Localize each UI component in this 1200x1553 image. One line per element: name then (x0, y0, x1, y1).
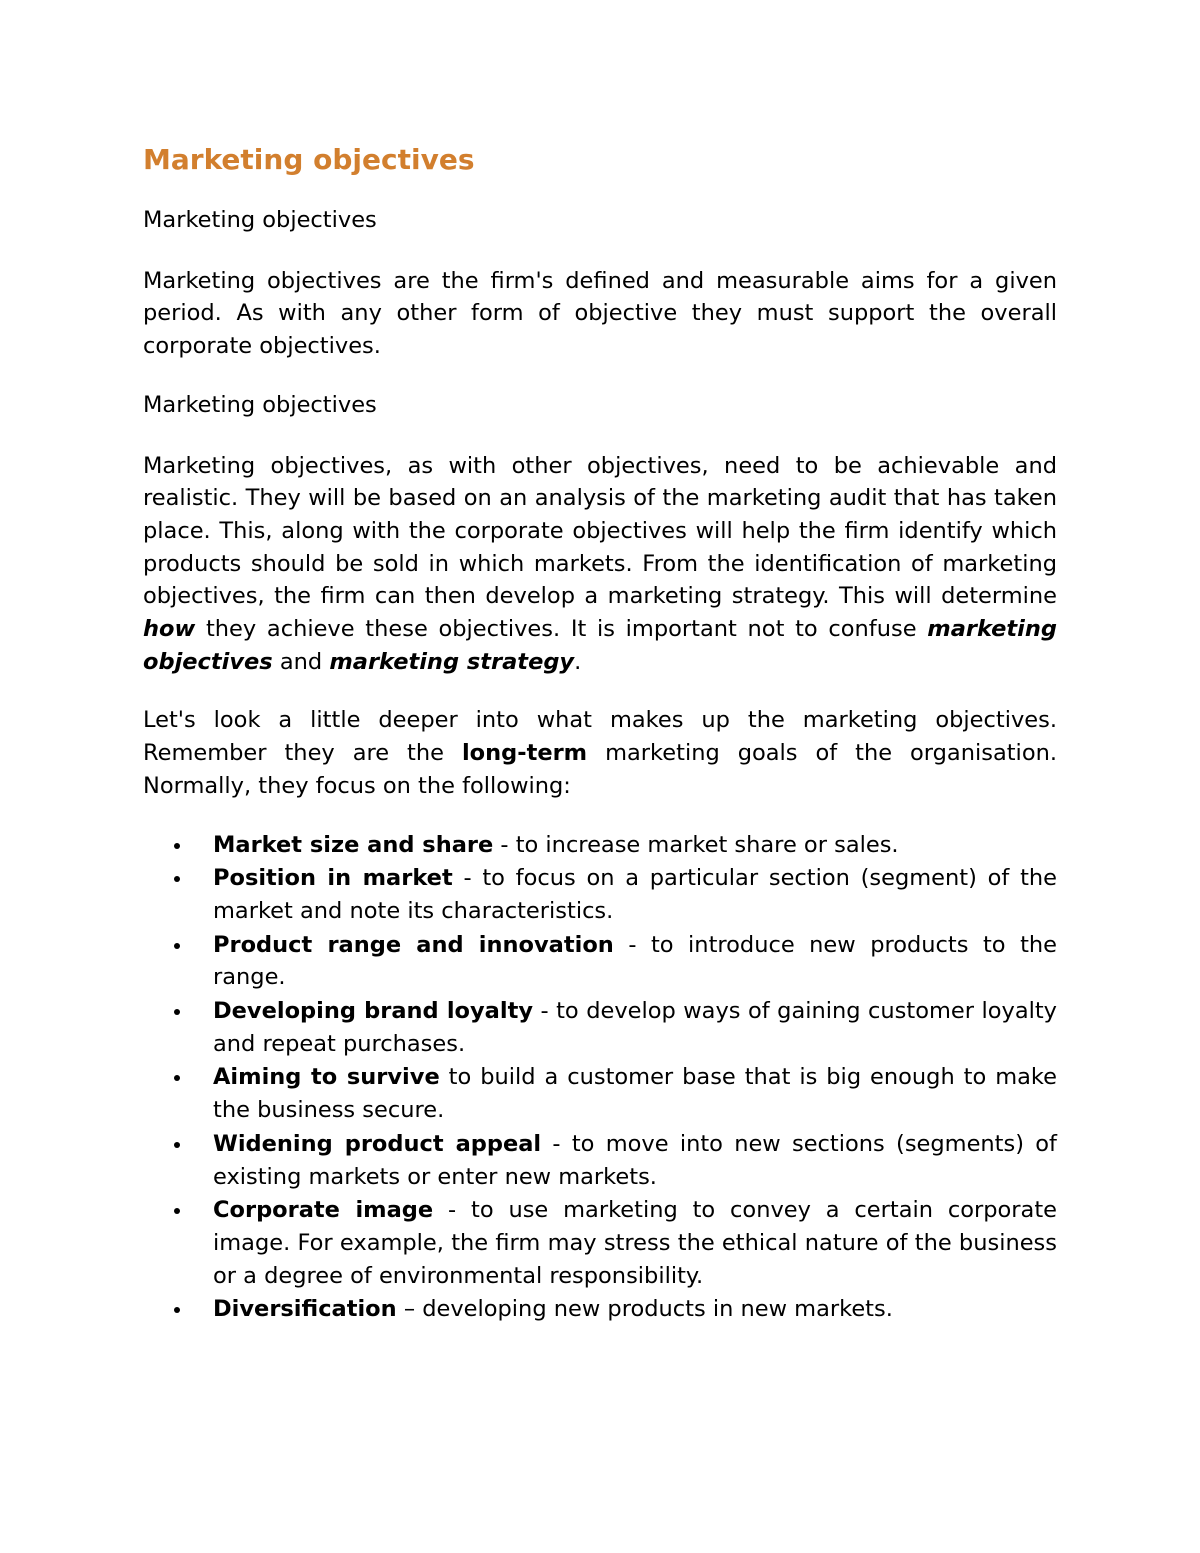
emphasis-how: how (143, 616, 196, 643)
list-item (143, 862, 1057, 927)
emphasis-marketing-objectives: marketing objectives (143, 616, 1057, 675)
body-text: . (574, 648, 582, 675)
list-item-term: Developing brand loyalty (213, 998, 533, 1025)
bullet-icon (174, 843, 180, 849)
list-item (143, 1194, 1057, 1292)
body-text: Marketing objectives, as with other objectives, need to be achievable and realistic. They will be based on an analysis of the marketing audit that has taken place. This, along with the corporate objectives will help the firm identify which products should be sold in which markets. From the identification of marketing objectives, the firm can then develop a marketing strategy. This will determine (143, 452, 1057, 610)
emphasis-marketing-strategy: marketing strategy (329, 648, 575, 675)
list-item-term: Product range and innovation (213, 931, 614, 958)
objectives-list (143, 829, 1057, 1327)
subheading: Marketing objectives (143, 207, 377, 233)
list-item-term: Widening product appeal (213, 1130, 542, 1157)
subheading: Marketing objectives (143, 391, 377, 418)
list-item-term: Diversification (213, 1296, 397, 1323)
bullet-icon (174, 1208, 180, 1214)
list-item (143, 1061, 1057, 1126)
deeper-text: marketing goals of the organisation. Normally, they focus on the following: (143, 740, 1057, 799)
list-item-text: to build a customer base that is big enough to make the business secure. (213, 1064, 1057, 1124)
list-item-text: - to use marketing to convey a certain corporate image. For example, the firm may stress the ethical nature of the business or a degree of environmental responsibility. (213, 1197, 1057, 1289)
list-item (143, 829, 1057, 862)
bullet-icon (174, 876, 180, 882)
list-item-term: Position in market (213, 865, 453, 892)
intro-paragraph: Marketing objectives are the firm's defined and measurable aims for a given period. As with any other form of objective they must support the overall corporate objectives. (143, 267, 1057, 360)
list-item-term: Aiming to survive (213, 1064, 440, 1091)
list-item (143, 1293, 1057, 1326)
bullet-icon (174, 943, 180, 949)
list-item-text: - to increase market share or sales. (493, 831, 899, 858)
list-item-term: Corporate image (213, 1197, 434, 1224)
list-item-term: Market size and share (213, 831, 494, 858)
page-title: Marketing objectives (143, 143, 475, 176)
bullet-icon (174, 1142, 180, 1148)
list-item-text: - to introduce new products to the range. (213, 931, 1057, 991)
list-item-text: - to develop ways of gaining customer loyalty and repeat purchases. (213, 998, 1057, 1057)
document-page (143, 140, 1057, 1327)
list-item (143, 995, 1057, 1060)
deeper-text: Let's look a little deeper into what makes up the marketing objectives. Remember they are the (143, 707, 1057, 767)
bullet-icon (174, 1075, 180, 1081)
emphasis-long-term: long-term (461, 740, 588, 767)
list-item-text: – developing new products in new markets. (396, 1296, 893, 1323)
body-text: and (272, 648, 330, 675)
bullet-icon (174, 1009, 180, 1015)
body-paragraph (143, 450, 1057, 679)
list-item-text: - to focus on a particular section (segment) of the market and note its characteristics. (213, 865, 1057, 924)
list-item (143, 1128, 1057, 1193)
list-item (143, 929, 1057, 994)
body-text: they achieve these objectives. It is important not to confuse (195, 616, 928, 643)
bullet-icon (174, 1307, 180, 1313)
list-item-text: - to move into new sections (segments) of existing markets or enter new markets. (213, 1130, 1057, 1190)
deeper-paragraph (143, 704, 1057, 802)
